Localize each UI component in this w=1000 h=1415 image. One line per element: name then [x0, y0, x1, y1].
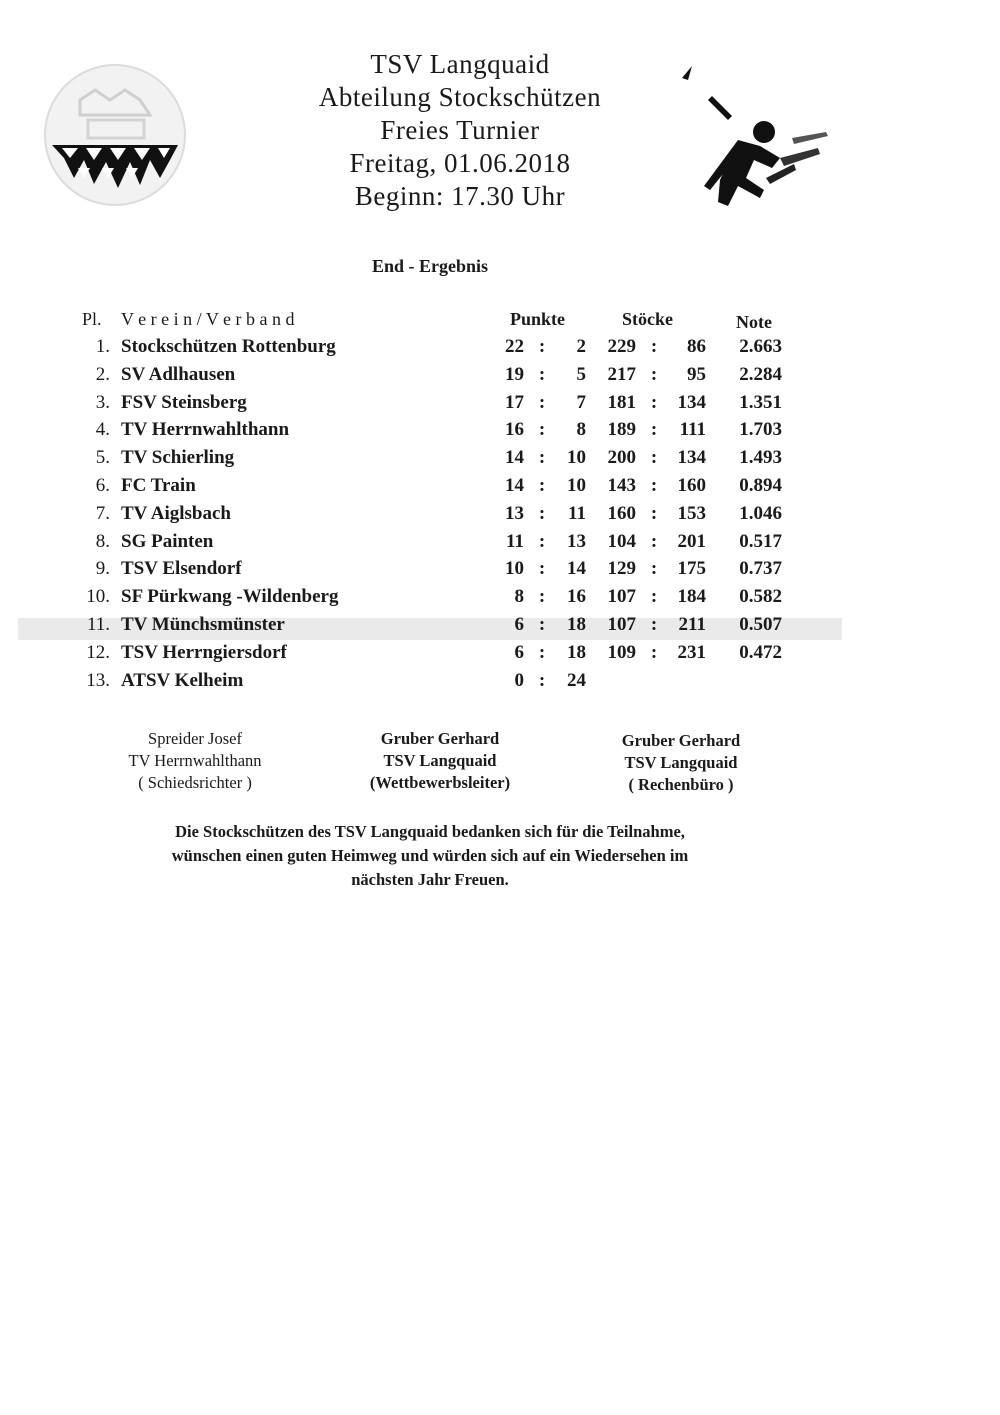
sticks-colon: :	[650, 336, 658, 357]
sticks-won-cell: 107	[607, 586, 636, 607]
points-lost-cell: 13	[567, 531, 586, 552]
club-cell: FSV Steinsberg	[121, 392, 247, 413]
points-colon: :	[538, 586, 546, 607]
sticks-lost-cell: 211	[678, 614, 706, 635]
table-row	[0, 614, 1000, 642]
sticks-colon: :	[650, 586, 658, 607]
points-lost-cell: 7	[576, 392, 586, 413]
points-lost-cell: 18	[567, 642, 586, 663]
note-cell: 1.493	[739, 447, 782, 468]
header-line-5: Beginn: 17.30 Uhr	[354, 181, 566, 211]
sticks-won-cell: 160	[607, 503, 636, 524]
points-colon: :	[538, 503, 546, 524]
points-won-cell: 17	[505, 392, 524, 413]
points-colon: :	[538, 642, 546, 663]
table-row	[0, 503, 1000, 531]
club-cell: TV Schierling	[121, 447, 235, 468]
signature-club: TSV Langquaid	[383, 751, 497, 770]
signature-role: ( Schiedsrichter )	[138, 773, 252, 792]
points-won-cell: 22	[505, 336, 524, 357]
table-row	[0, 586, 1000, 614]
sticks-won-cell: 104	[607, 531, 636, 552]
points-won-cell: 6	[514, 642, 524, 663]
sticks-colon: :	[650, 475, 658, 496]
note-cell: 1.351	[739, 392, 782, 413]
sticks-lost-cell: 95	[687, 364, 706, 385]
points-lost-cell: 16	[567, 586, 586, 607]
signature-role: ( Rechenbüro )	[628, 775, 734, 794]
sticks-won-cell: 143	[607, 475, 636, 496]
club-cell: ATSV Kelheim	[121, 670, 244, 691]
points-won-cell: 19	[505, 364, 524, 385]
table-row	[0, 531, 1000, 559]
points-won-cell: 11	[506, 531, 524, 552]
closing-line-2: wünschen einen guten Heimweg und würden sich auf ein Wiedersehen im	[171, 846, 689, 865]
rank-cell: 8.	[95, 531, 110, 552]
points-colon: :	[538, 614, 546, 635]
rank-cell: 7.	[95, 503, 110, 524]
club-crest-logo	[40, 60, 190, 210]
signature-name: Gruber Gerhard	[621, 731, 741, 750]
points-colon: :	[538, 558, 546, 579]
rank-cell: 10.	[86, 586, 110, 607]
note-cell: 2.284	[739, 364, 782, 385]
club-cell: SG Painten	[121, 531, 214, 552]
note-cell: 0.517	[739, 531, 782, 552]
points-colon: :	[538, 670, 546, 691]
closing-message	[90, 820, 770, 892]
points-won-cell: 6	[514, 614, 524, 635]
header-sticks: Stöcke	[622, 309, 673, 329]
header-line-1: TSV Langquaid	[370, 49, 550, 79]
closing-line-3: nächsten Jahr Freuen.	[351, 870, 509, 889]
points-lost-cell: 5	[576, 364, 586, 385]
note-cell: 0.737	[739, 558, 782, 579]
rank-cell: 13.	[86, 670, 110, 691]
table-row	[0, 558, 1000, 586]
signature-scoring-office	[566, 730, 796, 796]
sticks-lost-cell: 184	[677, 586, 706, 607]
points-won-cell: 16	[505, 419, 524, 440]
stock-shooter-icon	[668, 60, 838, 220]
header-points: Punkte	[510, 309, 566, 329]
rank-cell: 5.	[95, 447, 110, 468]
points-colon: :	[538, 336, 546, 357]
points-colon: :	[538, 475, 546, 496]
header-line-4: Freitag, 01.06.2018	[349, 148, 571, 178]
sticks-won-cell: 129	[607, 558, 636, 579]
table-row	[0, 475, 1000, 503]
table-row	[0, 392, 1000, 420]
signature-referee	[80, 728, 310, 794]
sticks-lost-cell: 86	[687, 336, 706, 357]
points-lost-cell: 2	[576, 336, 586, 357]
signature-name: Gruber Gerhard	[380, 729, 500, 748]
signature-name: Spreider Josef	[148, 729, 242, 748]
sticks-colon: :	[650, 447, 658, 468]
note-cell: 0.507	[739, 614, 782, 635]
points-colon: :	[538, 447, 546, 468]
rank-cell: 11.	[86, 614, 110, 635]
header-club: V e r e i n / V e r b a n d	[121, 309, 295, 329]
club-cell: TV Herrnwahlthann	[121, 419, 290, 440]
points-lost-cell: 18	[567, 614, 586, 635]
header-note: Note	[736, 312, 772, 332]
club-cell: SV Adlhausen	[121, 364, 236, 385]
points-won-cell: 10	[505, 558, 524, 579]
club-cell: TSV Herrngiersdorf	[121, 642, 287, 663]
club-cell: Stockschützen Rottenburg	[121, 336, 336, 357]
signature-club: TV Herrnwahlthann	[128, 751, 262, 770]
sticks-colon: :	[650, 392, 658, 413]
table-row	[0, 419, 1000, 447]
table-row	[0, 670, 1000, 698]
header-rank: Pl.	[82, 309, 102, 329]
sticks-lost-cell: 175	[677, 558, 706, 579]
rank-cell: 6.	[95, 475, 110, 496]
points-won-cell: 8	[514, 586, 524, 607]
sticks-won-cell: 189	[607, 419, 636, 440]
note-cell: 1.703	[739, 419, 782, 440]
points-won-cell: 13	[505, 503, 524, 524]
rank-cell: 2.	[95, 364, 110, 385]
sticks-colon: :	[650, 364, 658, 385]
note-cell: 0.582	[739, 586, 782, 607]
sticks-lost-cell: 111	[679, 419, 706, 440]
points-won-cell: 14	[505, 475, 524, 496]
points-lost-cell: 10	[567, 447, 586, 468]
sticks-lost-cell: 134	[677, 392, 706, 413]
sticks-won-cell: 200	[607, 447, 636, 468]
sticks-won-cell: 181	[607, 392, 636, 413]
rank-cell: 9.	[95, 558, 110, 579]
points-colon: :	[538, 419, 546, 440]
note-cell: 0.472	[739, 642, 782, 663]
club-cell: TV Aiglsbach	[121, 503, 231, 524]
table-row	[0, 336, 1000, 364]
table-row	[0, 447, 1000, 475]
points-won-cell: 14	[505, 447, 524, 468]
closing-line-1: Die Stockschützen des TSV Langquaid bedanken sich für die Teilnahme,	[175, 822, 685, 841]
club-cell: FC Train	[121, 475, 196, 496]
sticks-colon: :	[650, 419, 658, 440]
points-colon: :	[538, 531, 546, 552]
sticks-lost-cell: 134	[677, 447, 706, 468]
sticks-lost-cell: 201	[677, 531, 706, 552]
club-cell: TV Münchsmünster	[121, 614, 285, 635]
table-row	[0, 642, 1000, 670]
sticks-lost-cell: 160	[677, 475, 706, 496]
signature-club: TSV Langquaid	[624, 753, 738, 772]
signature-role: (Wettbewerbsleiter)	[369, 773, 511, 792]
sticks-colon: :	[650, 503, 658, 524]
results-subtitle: End - Ergebnis	[371, 256, 489, 276]
points-lost-cell: 11	[568, 503, 586, 524]
sticks-colon: :	[650, 558, 658, 579]
sticks-colon: :	[650, 531, 658, 552]
points-colon: :	[538, 392, 546, 413]
rank-cell: 12.	[86, 642, 110, 663]
sticks-lost-cell: 153	[677, 503, 706, 524]
club-cell: TSV Elsendorf	[121, 558, 242, 579]
points-colon: :	[538, 364, 546, 385]
document-header	[230, 48, 690, 213]
club-cell: SF Pürkwang -Wildenberg	[121, 586, 339, 607]
points-won-cell: 0	[514, 670, 524, 691]
rank-cell: 4.	[95, 419, 110, 440]
sticks-won-cell: 229	[607, 336, 636, 357]
points-lost-cell: 8	[576, 419, 586, 440]
note-cell: 0.894	[739, 475, 782, 496]
note-cell: 1.046	[739, 503, 782, 524]
sticks-colon: :	[650, 642, 658, 663]
header-line-2: Abteilung Stockschützen	[318, 82, 602, 112]
note-cell: 2.663	[739, 336, 782, 357]
sticks-lost-cell: 231	[677, 642, 706, 663]
signature-competition-lead	[325, 728, 555, 794]
points-lost-cell: 24	[567, 670, 586, 691]
sticks-won-cell: 107	[607, 614, 636, 635]
points-lost-cell: 14	[567, 558, 586, 579]
sticks-won-cell: 109	[607, 642, 636, 663]
header-line-3: Freies Turnier	[380, 115, 540, 145]
rank-cell: 1.	[95, 336, 110, 357]
sticks-colon: :	[650, 614, 658, 635]
rank-cell: 3.	[95, 392, 110, 413]
table-row	[0, 364, 1000, 392]
points-lost-cell: 10	[567, 475, 586, 496]
sticks-won-cell: 217	[607, 364, 636, 385]
